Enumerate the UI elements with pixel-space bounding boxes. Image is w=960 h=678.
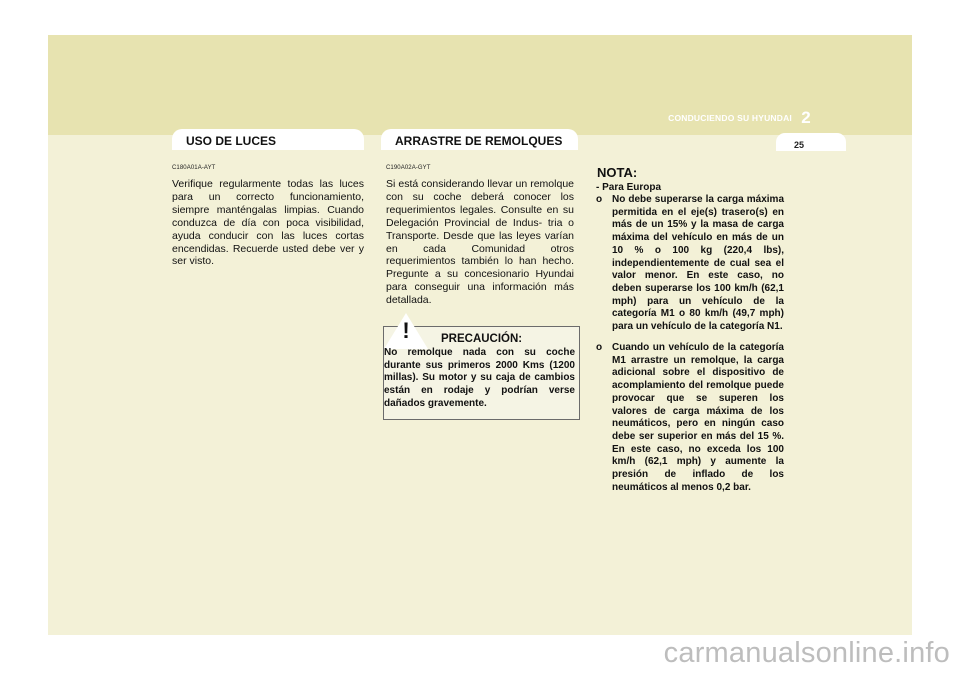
note-region: - Para Europa (596, 182, 662, 193)
note-item-text: Cuando un vehículo de la categoría M1 arrastre un remolque, la carga adicional sobre el dispositivo de acomplamiento del remolque puede provocar que se superen los valores de carga máxima de los neumáticos, pero en ningún caso debe ser superior en más del 15 %. En este caso, no exceda los 100 km/h (62,1 mph) y aumente la presión de inflado de los neumáticos al menos 0,2 bar. (612, 342, 784, 493)
watermark: carmanualsonline.info (663, 637, 950, 669)
section-body: Verifique regularmente todas las luces para un correcto funcionamiento, siempre manténgalas limpias. Cuando conduzca de día con poca visibilidad, ayuda conducir con las luces cortas encendidas. Recuerde usted debe ver y ser visto. (172, 178, 364, 268)
section-heading: ARRASTRE DE REMOLQUES (395, 134, 563, 148)
exclamation-icon: ! (402, 318, 410, 343)
note-item (596, 194, 784, 334)
note-item (596, 342, 784, 494)
section-body: Si está considerando llevar un remolque con su coche deberá conocer los requerimientos legales. Consulte en su Delegación Provincial de Indus- tria o Transporte. Desde que las leyes varían en cada Comunidad otros requerimientos también lo han hecho. Pregunte a su concesionario Hyundai para conseguir una información más detallada. (386, 178, 574, 307)
caution-title: PRECAUCIÓN: (441, 333, 523, 345)
chapter-title: CONDUCIENDO SU HYUNDAI (668, 113, 792, 123)
note-bullet: o (596, 342, 603, 353)
note-title: NOTA: (597, 165, 638, 180)
chapter-number: 2 (801, 108, 811, 127)
note-bullet: o (596, 194, 603, 205)
page-number: 25 (793, 140, 804, 150)
caution-text: No remolque nada con su coche durante sus primeros 2000 Kms (1200 millas). Su motor y su caja de cambios están en rodaje y podrían verse dañados gravemente. (384, 347, 575, 409)
section-code: C180A01A-AYT (172, 165, 216, 171)
section-heading: USO DE LUCES (186, 134, 277, 148)
section-code: C190A02A-GYT (386, 165, 431, 171)
note-item-text: No debe superarse la carga máxima permitida en el eje(s) trasero(s) en más de un 15% y la masa de carga máxima del vehículo en más de un 10 % o 100 kg (220,4 lbs), independientemente de cual sea el valor menor. En este caso, no deben superarse los 100 km/h (62,1 mph) para un vehículo de la categoría M1 o 80 km/h (49,7 mph) para un vehículo de la categoría N1. (612, 194, 784, 333)
section-tab-remolques (381, 129, 578, 150)
section-tab-luces (172, 129, 364, 150)
